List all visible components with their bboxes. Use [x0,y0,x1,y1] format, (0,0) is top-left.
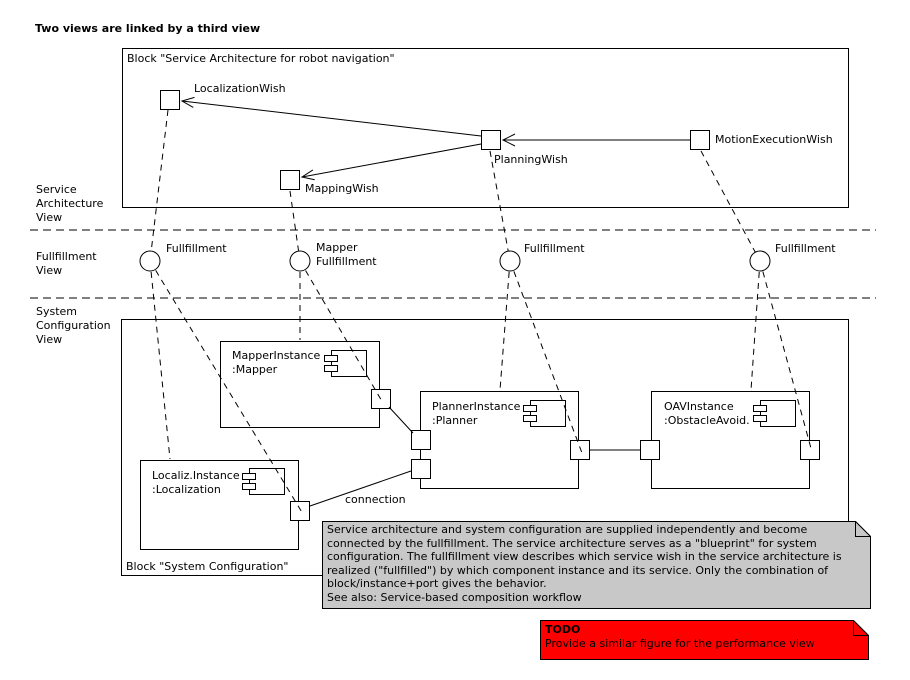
lane-label-system-configuration-view [36,305,111,347]
todo-note [540,620,869,660]
component-icon [753,400,797,428]
connection-label: connection [345,493,406,506]
planner-left-bottom-port [411,459,431,479]
oav-left-port [640,440,660,460]
lane-label-line: View [36,211,63,224]
planner-instance-label [432,400,520,428]
fullfillment-label-2-line1: Mapper [316,241,358,254]
lane-label-line: View [36,264,63,277]
lane-label-line: Service [36,183,77,196]
note-text [327,523,842,604]
component-icon-tab [523,415,537,422]
lane-label-service-architecture-view [36,183,103,225]
lane-label-line: Configuration [36,319,111,332]
lane-label-line: View [36,333,63,346]
component-icon-tab [324,365,338,372]
note-line: connected by the fullfillment. The service architecture serves as a "blueprint" for system [327,536,817,550]
planner-right-port [570,440,590,460]
planner-left-top-port [411,430,431,450]
lane-label-line: Fullfillment [36,250,97,263]
note-line: Service architecture and system configuration are supplied independently and become [327,523,808,536]
component-icon [242,468,286,496]
note-fold-corner [856,522,871,537]
component-icon-tab [753,405,767,412]
motion-execution-wish-label: MotionExecutionWish [715,133,833,146]
fullfillment-circle-3 [500,251,520,271]
oav-right-port [800,440,820,460]
oav-instance-label [664,400,750,428]
instance-type: :Planner [432,414,478,427]
instance-name: Localiz.Instance [152,469,240,482]
mapper-instance-label [232,349,320,377]
todo-title: TODO [545,623,581,636]
fullfillment-label-2-line2: Fullfillment [316,255,377,268]
localization-port [290,501,310,521]
instance-type: :ObstacleAvoid. [664,414,750,427]
fullfillment-label-1: Fullfillment [166,242,227,255]
component-icon [324,350,368,378]
localization-instance-label [152,469,240,497]
instance-name: PlannerInstance [432,400,521,413]
localization-wish-label: LocalizationWish [194,82,286,95]
localization-wish-port [160,90,180,110]
note [322,521,871,609]
planning-wish-port [481,130,501,150]
service-architecture-block-title: Block "Service Architecture for robot navigation" [127,52,395,65]
service-architecture-block [122,48,849,208]
note-line: realized ("fullfilled") by which component instance and its service. Only the combination of [327,563,829,577]
component-icon-tab [242,473,256,480]
lane-label-line: System [36,305,78,318]
mapping-wish-label: MappingWish [305,182,379,195]
page-title: Two views are linked by a third view [35,22,261,35]
component-icon-tab [753,415,767,422]
fullfillment-label-3: Fullfillment [524,242,585,255]
component-icon-tab [242,483,256,490]
lane-label-line: Architecture [36,197,104,210]
fullfillment-label-2 [316,241,377,269]
instance-name: MapperInstance [232,349,321,362]
motion-execution-wish-port [690,130,710,150]
note-line: block/instance+port gives the behavior. [327,577,547,590]
component-icon-tab [523,405,537,412]
note-line: See also: Service-based composition workflow [327,590,582,604]
todo-fold-corner [854,621,869,636]
instance-name: OAVInstance [664,400,734,413]
planning-wish-label: PlanningWish [494,153,568,166]
instance-type: :Localization [152,483,221,496]
lane-label-fullfillment-view [36,250,97,278]
component-icon-tab [324,355,338,362]
mapping-wish-port [280,170,300,190]
note-line: configuration. The fullfillment view describes which service wish in the service architecture is [327,550,842,563]
fullfillment-label-4: Fullfillment [775,242,836,255]
component-icon [523,400,567,428]
fullfillment-circle-4 [750,251,770,271]
todo-body: Provide a similar figure for the performance view [545,636,815,650]
instance-type: :Mapper [232,363,278,376]
fullfillment-circle-1 [140,251,160,271]
mapper-port [371,389,391,409]
system-configuration-block-title: Block "System Configuration" [126,560,289,573]
fullfillment-circle-2 [290,251,310,271]
